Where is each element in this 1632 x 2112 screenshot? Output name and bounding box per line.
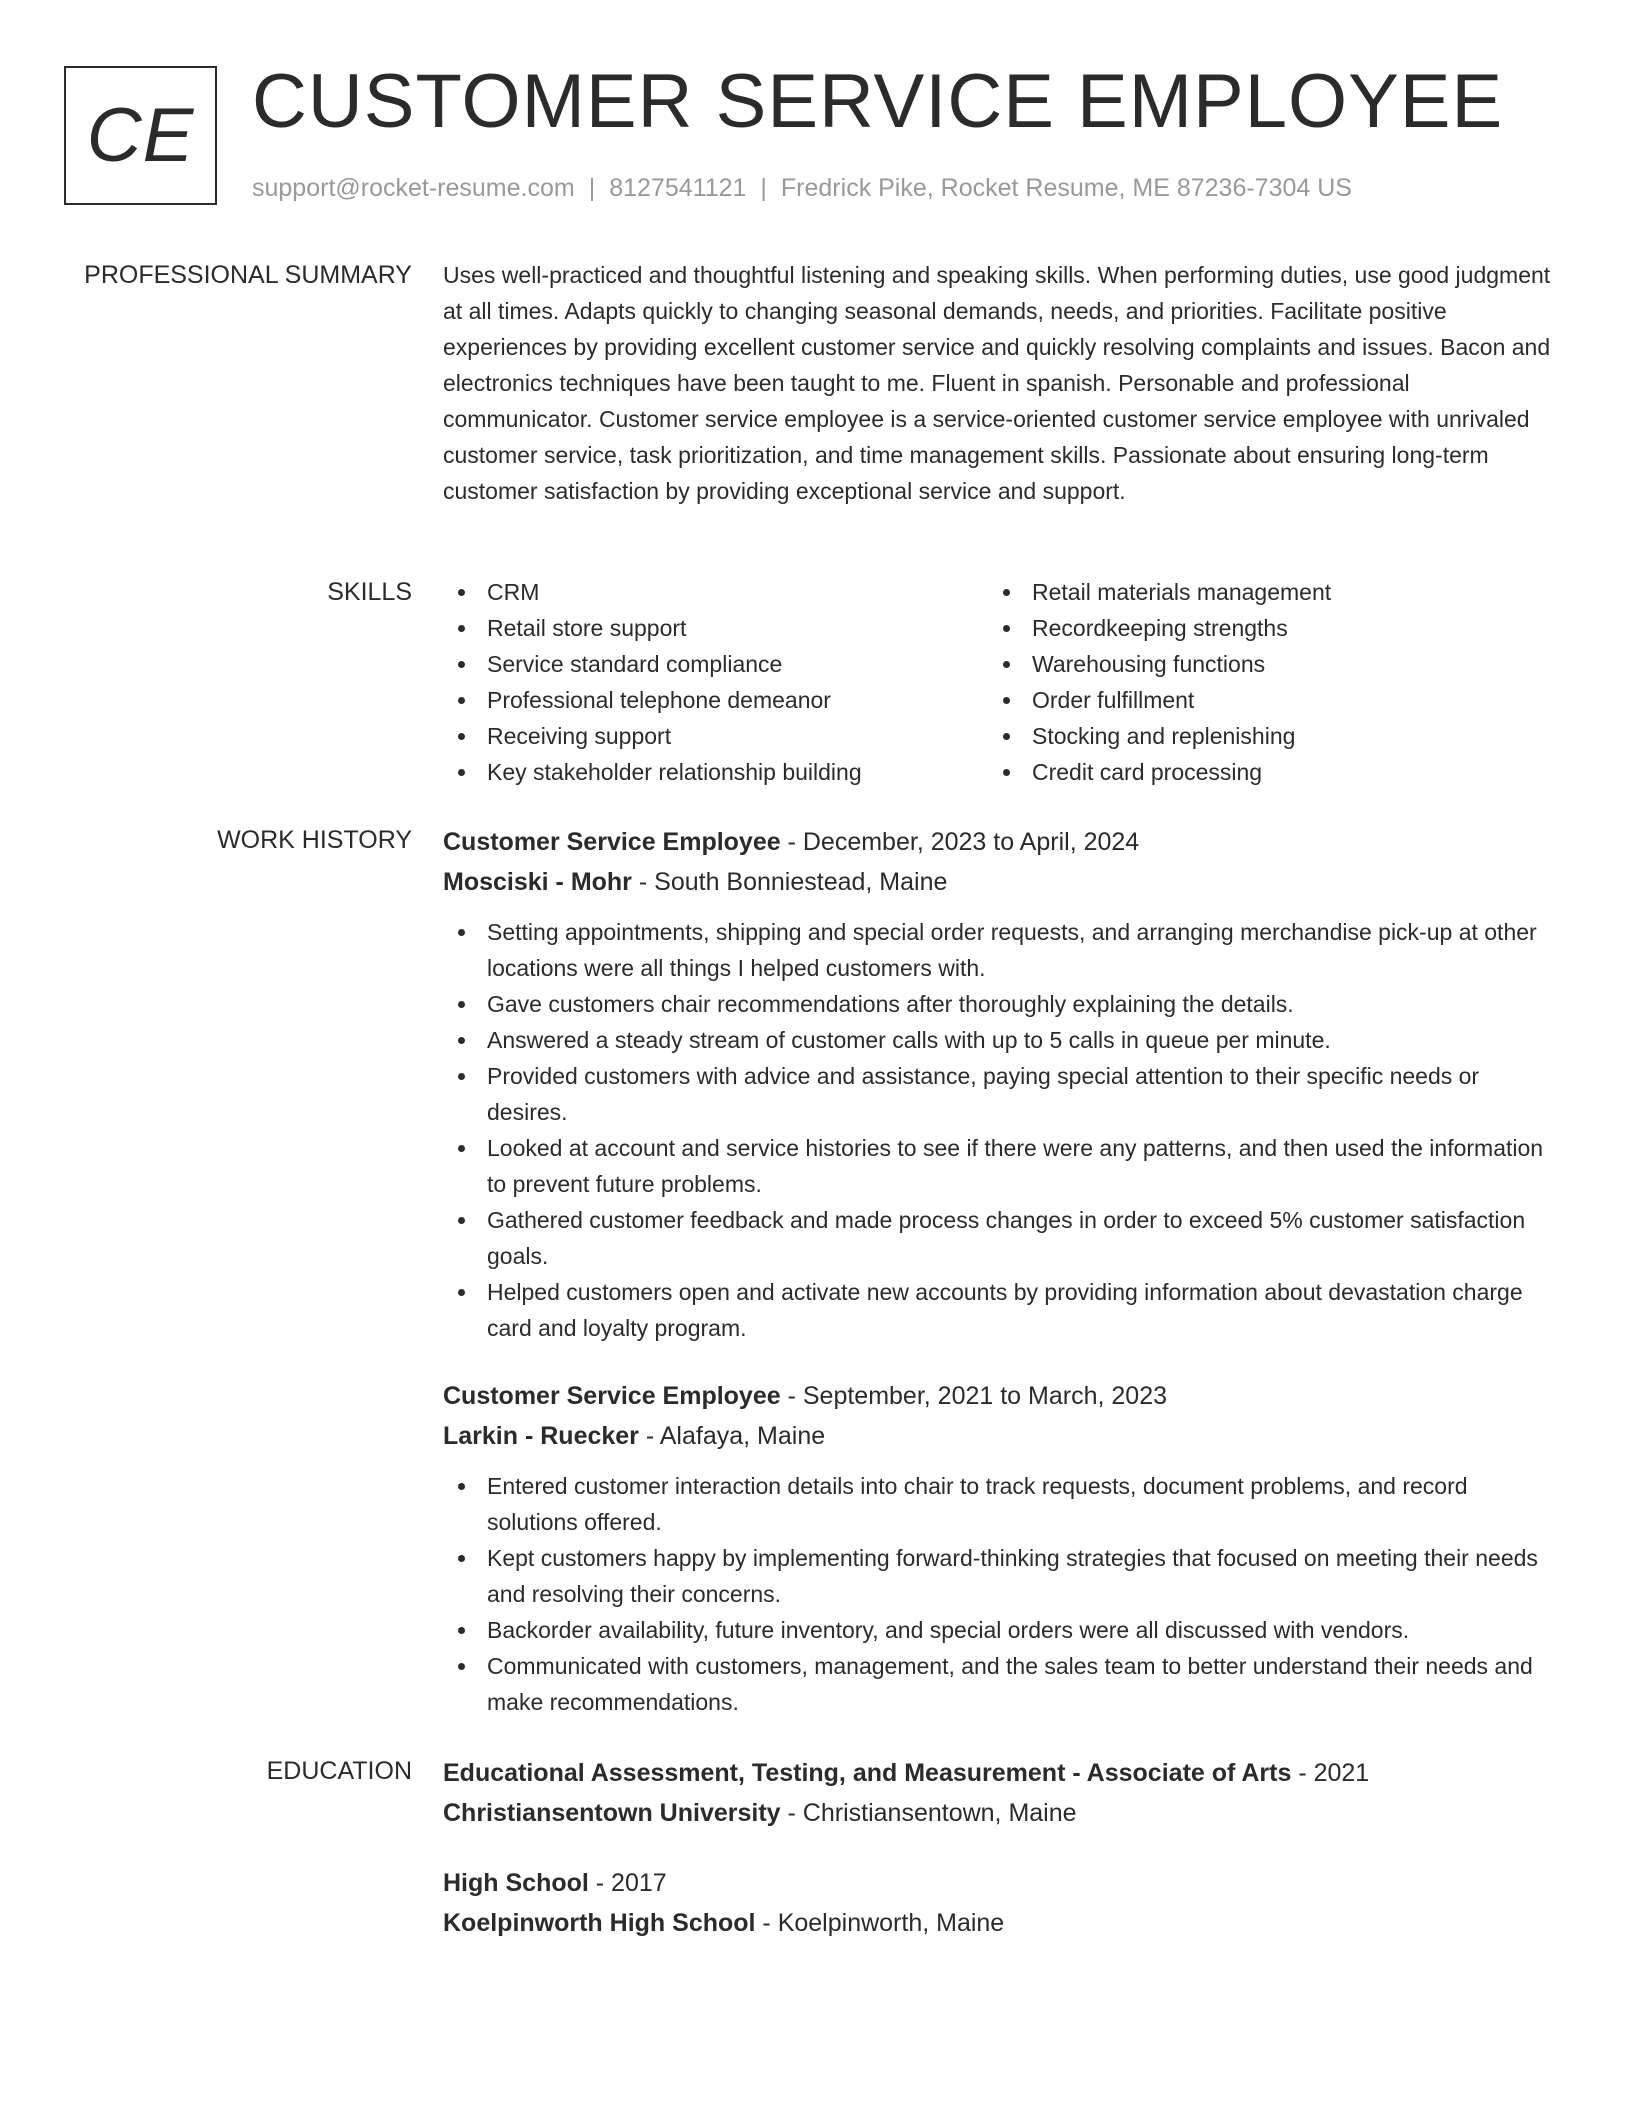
- skills-column-left: [443, 574, 988, 790]
- education-heading: EDUCATION: [266, 1757, 412, 1785]
- job-dates: - December, 2023 to April, 2024: [780, 828, 1140, 856]
- skill-item: [443, 610, 988, 646]
- bullet-icon: [458, 1289, 465, 1296]
- bullet-icon: [1003, 661, 1010, 668]
- duty-text: Backorder availability, future inventory, and special orders were all discussed with vendors.: [487, 1617, 1410, 1643]
- job-company: Larkin - Ruecker: [443, 1422, 639, 1450]
- contact-separator: |: [588, 174, 596, 202]
- duty-item: [443, 1612, 1553, 1648]
- contact-phone: 8127541121: [609, 174, 747, 202]
- bullet-icon: [458, 1663, 465, 1670]
- bullet-icon: [458, 1073, 465, 1080]
- bullet-icon: [458, 625, 465, 632]
- skill-item: [988, 682, 1533, 718]
- degree-name: Educational Assessment, Testing, and Measurement - Associate of Arts: [443, 1759, 1292, 1787]
- skill-item: [988, 754, 1533, 790]
- skill-label: Retail store support: [487, 615, 687, 641]
- duty-item: [443, 1274, 1553, 1346]
- skill-label: Service standard compliance: [487, 651, 783, 677]
- skill-label: Receiving support: [487, 723, 672, 749]
- summary-heading: PROFESSIONAL SUMMARY: [84, 261, 412, 289]
- bullet-icon: [458, 589, 465, 596]
- duty-text: Setting appointments, shipping and special order requests, and arranging merchandise pick-up at other locations were all things I helped customers with.: [487, 919, 1537, 981]
- skills-grid: [443, 574, 1553, 790]
- school-line: [443, 1793, 1553, 1833]
- skills-column-right: [988, 574, 1533, 790]
- duty-text: Answered a steady stream of customer calls with up to 5 calls in queue per minute.: [487, 1027, 1331, 1053]
- duty-text: Looked at account and service histories to see if there were any patterns, and then used the information to prevent future problems.: [487, 1135, 1544, 1197]
- bullet-icon: [458, 929, 465, 936]
- skill-label: Credit card processing: [1032, 759, 1263, 785]
- bullet-icon: [1003, 733, 1010, 740]
- job-company: Mosciski - Mohr: [443, 868, 632, 896]
- education-entry: [443, 1863, 1553, 1943]
- bullet-icon: [1003, 697, 1010, 704]
- skill-label: CRM: [487, 579, 540, 605]
- education-entry: [443, 1753, 1553, 1833]
- skill-label: Warehousing functions: [1032, 651, 1266, 677]
- job-title: Customer Service Employee: [443, 1382, 781, 1410]
- duty-item: [443, 1058, 1553, 1130]
- school-location: - Koelpinworth, Maine: [755, 1909, 1005, 1937]
- duty-text: Communicated with customers, management, and the sales team to better understand their needs and make recommendations.: [487, 1653, 1533, 1715]
- skill-label: Stocking and replenishing: [1032, 723, 1296, 749]
- job-duties: [443, 914, 1553, 1346]
- duty-item: [443, 986, 1553, 1022]
- resume-name: CUSTOMER SERVICE EMPLOYEE: [252, 59, 1504, 144]
- job-location: - South Bonniestead, Maine: [631, 868, 948, 896]
- job-entry: [443, 822, 1553, 1346]
- degree-year: - 2021: [1291, 1759, 1370, 1787]
- contact-line: [252, 174, 1352, 203]
- duty-text: Helped customers open and activate new accounts by providing information about devastation charge card and loyalty program.: [487, 1279, 1523, 1341]
- skill-item: [988, 718, 1533, 754]
- skill-label: Professional telephone demeanor: [487, 687, 831, 713]
- skill-label: Order fulfillment: [1032, 687, 1195, 713]
- bullet-icon: [1003, 625, 1010, 632]
- job-title-line: [443, 1376, 1553, 1416]
- duty-item: [443, 1202, 1553, 1274]
- skill-item: [443, 646, 988, 682]
- degree-line: [443, 1863, 1553, 1903]
- skill-label: Key stakeholder relationship building: [487, 759, 862, 785]
- bullet-icon: [458, 1555, 465, 1562]
- contact-address: Fredrick Pike, Rocket Resume, ME 87236-7304 US: [780, 174, 1352, 202]
- degree-year: - 2017: [588, 1869, 667, 1897]
- duty-item: [443, 914, 1553, 986]
- education-list: [443, 1753, 1553, 1943]
- bullet-icon: [458, 1001, 465, 1008]
- skill-item: [443, 754, 988, 790]
- contact-separator: |: [760, 174, 767, 202]
- school-location: - Christiansentown, Maine: [780, 1799, 1077, 1827]
- duty-item: [443, 1648, 1553, 1720]
- skill-item: [443, 574, 988, 610]
- duty-text: Provided customers with advice and assistance, paying special attention to their specific needs or desires.: [487, 1063, 1480, 1125]
- school-name: Koelpinworth High School: [443, 1909, 756, 1937]
- bullet-icon: [458, 1037, 465, 1044]
- monogram-badge: [64, 66, 217, 205]
- summary-body: [443, 257, 1553, 509]
- school-name: Christiansentown University: [443, 1799, 781, 1827]
- skill-item: [988, 610, 1533, 646]
- school-line: [443, 1903, 1553, 1943]
- monogram-initials: CE: [86, 93, 195, 178]
- job-title-line: [443, 822, 1553, 862]
- skill-label: Recordkeeping strengths: [1032, 615, 1288, 641]
- duty-text: Gave customers chair recommendations after thoroughly explaining the details.: [487, 991, 1294, 1017]
- duty-text: Gathered customer feedback and made process changes in order to exceed 5% customer satisfaction goals.: [487, 1207, 1526, 1269]
- skill-item: [988, 646, 1533, 682]
- bullet-icon: [1003, 769, 1010, 776]
- duty-item: [443, 1130, 1553, 1202]
- job-title: Customer Service Employee: [443, 828, 781, 856]
- degree-name: High School: [443, 1869, 589, 1897]
- degree-line: [443, 1753, 1553, 1793]
- bullet-icon: [458, 1217, 465, 1224]
- duty-item: [443, 1022, 1553, 1058]
- skills-heading: SKILLS: [327, 578, 412, 606]
- bullet-icon: [1003, 589, 1010, 596]
- bullet-icon: [458, 733, 465, 740]
- job-company-line: [443, 862, 1553, 902]
- duty-text: Kept customers happy by implementing forward-thinking strategies that focused on meeting their needs and resolving their concerns.: [487, 1545, 1538, 1607]
- job-company-line: [443, 1416, 1553, 1456]
- work-history-heading: WORK HISTORY: [217, 826, 412, 854]
- contact-email: support@rocket-resume.com: [252, 174, 575, 202]
- skill-item: [443, 718, 988, 754]
- bullet-icon: [458, 1483, 465, 1490]
- skill-item: [988, 574, 1533, 610]
- job-dates: - September, 2021 to March, 2023: [780, 1382, 1167, 1410]
- duty-item: [443, 1468, 1553, 1540]
- duty-item: [443, 1540, 1553, 1612]
- skill-label: Retail materials management: [1032, 579, 1332, 605]
- bullet-icon: [458, 1627, 465, 1634]
- jobs-list: [443, 822, 1553, 1720]
- bullet-icon: [458, 661, 465, 668]
- bullet-icon: [458, 769, 465, 776]
- bullet-icon: [458, 697, 465, 704]
- job-location: - Alafaya, Maine: [638, 1422, 826, 1450]
- skill-item: [443, 682, 988, 718]
- summary-text: Uses well-practiced and thoughtful listening and speaking skills. When performing duties, use good judgment at all times. Adapts quickly to changing seasonal demands, needs, and priorities. Facilitate positive experiences by providing excellent customer service and quickly resolving complaints and issues. Bacon and electronics techniques have been taught to me. Fluent in spanish. Personable and professional communicator. Customer service employee is a service-oriented customer service employee with unrivaled customer service, task prioritization, and time management skills. Passionate about ensuring long-term customer satisfaction by providing exceptional service and support.: [443, 262, 1551, 504]
- job-duties: [443, 1468, 1553, 1720]
- duty-text: Entered customer interaction details into chair to track requests, document problems, and record solutions offered.: [487, 1473, 1468, 1535]
- bullet-icon: [458, 1145, 465, 1152]
- job-entry: [443, 1376, 1553, 1720]
